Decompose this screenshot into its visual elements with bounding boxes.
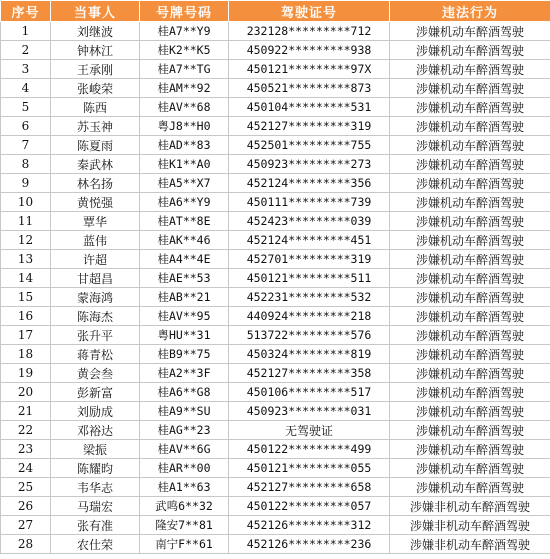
cell-license: 452423*********039 — [229, 212, 390, 231]
cell-party: 彭新富 — [51, 383, 140, 402]
cell-plate: 粤HU**31 — [140, 326, 229, 345]
cell-license: 452127*********358 — [229, 364, 390, 383]
cell-plate: 桂A1**63 — [140, 478, 229, 497]
cell-plate: 桂A6**G8 — [140, 383, 229, 402]
header-row — [1, 1, 550, 22]
header-license: 驾驶证号 — [229, 1, 390, 22]
table-row — [1, 440, 550, 459]
cell-seq: 21 — [1, 402, 51, 421]
table-row — [1, 307, 550, 326]
cell-license: 450521*********873 — [229, 79, 390, 98]
cell-offense: 涉嫌机动车醉酒驾驶 — [390, 212, 550, 231]
cell-plate: 南宁F**61 — [140, 535, 229, 554]
cell-license: 450122*********057 — [229, 497, 390, 516]
cell-party: 黄会叁 — [51, 364, 140, 383]
cell-offense: 涉嫌非机动车醉酒驾驶 — [390, 497, 550, 516]
cell-license: 450923*********273 — [229, 155, 390, 174]
cell-plate: 桂AK**46 — [140, 231, 229, 250]
cell-plate: 桂A7**Y9 — [140, 22, 229, 41]
cell-offense: 涉嫌机动车醉酒驾驶 — [390, 60, 550, 79]
cell-party: 张峻荣 — [51, 79, 140, 98]
cell-seq: 25 — [1, 478, 51, 497]
cell-plate: 桂A2**3F — [140, 364, 229, 383]
cell-seq: 18 — [1, 345, 51, 364]
cell-plate: 桂AM**92 — [140, 79, 229, 98]
cell-license: 452231*********532 — [229, 288, 390, 307]
cell-seq: 24 — [1, 459, 51, 478]
cell-seq: 5 — [1, 98, 51, 117]
cell-party: 王承刚 — [51, 60, 140, 79]
cell-party: 蒋青松 — [51, 345, 140, 364]
cell-seq: 13 — [1, 250, 51, 269]
cell-party: 许超 — [51, 250, 140, 269]
table-row — [1, 345, 550, 364]
cell-license: 440924*********218 — [229, 307, 390, 326]
cell-party: 钟林江 — [51, 41, 140, 60]
cell-seq: 9 — [1, 174, 51, 193]
table-row — [1, 478, 550, 497]
cell-party: 张有准 — [51, 516, 140, 535]
cell-party: 黄悦强 — [51, 193, 140, 212]
cell-plate: 桂AB**21 — [140, 288, 229, 307]
table-row — [1, 79, 550, 98]
cell-seq: 16 — [1, 307, 51, 326]
cell-seq: 14 — [1, 269, 51, 288]
cell-license: 452127*********319 — [229, 117, 390, 136]
table-row — [1, 421, 550, 440]
cell-plate: 桂AD**83 — [140, 136, 229, 155]
cell-offense: 涉嫌机动车醉酒驾驶 — [390, 22, 550, 41]
cell-seq: 4 — [1, 79, 51, 98]
cell-offense: 涉嫌机动车醉酒驾驶 — [390, 383, 550, 402]
cell-plate: 桂A9**SU — [140, 402, 229, 421]
cell-license: 450923*********031 — [229, 402, 390, 421]
cell-party: 陈海杰 — [51, 307, 140, 326]
cell-seq: 2 — [1, 41, 51, 60]
table-header — [1, 1, 550, 22]
cell-license: 452501*********755 — [229, 136, 390, 155]
cell-party: 邓裕达 — [51, 421, 140, 440]
table-row — [1, 117, 550, 136]
header-party: 当事人 — [51, 1, 140, 22]
cell-offense: 涉嫌非机动车醉酒驾驶 — [390, 516, 550, 535]
cell-seq: 11 — [1, 212, 51, 231]
cell-offense: 涉嫌机动车醉酒驾驶 — [390, 117, 550, 136]
cell-seq: 19 — [1, 364, 51, 383]
cell-plate: 桂A7**TG — [140, 60, 229, 79]
cell-offense: 涉嫌机动车醉酒驾驶 — [390, 288, 550, 307]
cell-party: 刘励成 — [51, 402, 140, 421]
header-seq: 序号 — [1, 1, 51, 22]
header-plate: 号牌号码 — [140, 1, 229, 22]
cell-license: 452124*********451 — [229, 231, 390, 250]
cell-offense: 涉嫌机动车醉酒驾驶 — [390, 155, 550, 174]
cell-license: 513722*********576 — [229, 326, 390, 345]
cell-party: 梁振 — [51, 440, 140, 459]
cell-seq: 23 — [1, 440, 51, 459]
cell-plate: 桂AT**8E — [140, 212, 229, 231]
cell-seq: 1 — [1, 22, 51, 41]
table-body — [1, 22, 550, 554]
cell-license: 450121*********055 — [229, 459, 390, 478]
cell-plate: 武鸣6**32 — [140, 497, 229, 516]
table-row — [1, 41, 550, 60]
table-row — [1, 174, 550, 193]
table-row — [1, 364, 550, 383]
table-row — [1, 516, 550, 535]
cell-offense: 涉嫌机动车醉酒驾驶 — [390, 345, 550, 364]
cell-license: 450106*********517 — [229, 383, 390, 402]
cell-offense: 涉嫌机动车醉酒驾驶 — [390, 250, 550, 269]
table-row — [1, 155, 550, 174]
cell-seq: 22 — [1, 421, 51, 440]
cell-plate: 桂A4**4E — [140, 250, 229, 269]
cell-offense: 涉嫌机动车醉酒驾驶 — [390, 269, 550, 288]
cell-seq: 8 — [1, 155, 51, 174]
cell-plate: 桂A5**X7 — [140, 174, 229, 193]
cell-party: 秦武林 — [51, 155, 140, 174]
cell-party: 苏玉神 — [51, 117, 140, 136]
cell-offense: 涉嫌机动车醉酒驾驶 — [390, 478, 550, 497]
cell-plate: 桂AV**95 — [140, 307, 229, 326]
table-row — [1, 459, 550, 478]
cell-license: 450122*********499 — [229, 440, 390, 459]
cell-offense: 涉嫌机动车醉酒驾驶 — [390, 326, 550, 345]
cell-offense: 涉嫌机动车醉酒驾驶 — [390, 174, 550, 193]
cell-offense: 涉嫌机动车醉酒驾驶 — [390, 459, 550, 478]
cell-seq: 20 — [1, 383, 51, 402]
cell-seq: 27 — [1, 516, 51, 535]
cell-party: 马瑞宏 — [51, 497, 140, 516]
cell-offense: 涉嫌机动车醉酒驾驶 — [390, 440, 550, 459]
table-row — [1, 60, 550, 79]
table-row — [1, 98, 550, 117]
cell-plate: 桂K1**A0 — [140, 155, 229, 174]
cell-plate: 桂A6**Y9 — [140, 193, 229, 212]
cell-party: 蒙海鸿 — [51, 288, 140, 307]
cell-license: 452127*********658 — [229, 478, 390, 497]
cell-party: 陈西 — [51, 98, 140, 117]
table-row — [1, 326, 550, 345]
cell-seq: 10 — [1, 193, 51, 212]
table-row — [1, 212, 550, 231]
cell-seq: 26 — [1, 497, 51, 516]
cell-party: 农仕荣 — [51, 535, 140, 554]
cell-license: 450121*********97X — [229, 60, 390, 79]
cell-party: 林名扬 — [51, 174, 140, 193]
cell-license: 452126*********312 — [229, 516, 390, 535]
cell-license: 450922*********938 — [229, 41, 390, 60]
cell-license: 452126*********236 — [229, 535, 390, 554]
table-row — [1, 497, 550, 516]
table-row — [1, 288, 550, 307]
table-row — [1, 535, 550, 554]
cell-license: 450104*********531 — [229, 98, 390, 117]
cell-offense: 涉嫌非机动车醉酒驾驶 — [390, 535, 550, 554]
cell-license: 452124*********356 — [229, 174, 390, 193]
cell-party: 蓝伟 — [51, 231, 140, 250]
cell-plate: 桂AE**53 — [140, 269, 229, 288]
cell-offense: 涉嫌机动车醉酒驾驶 — [390, 193, 550, 212]
cell-offense: 涉嫌机动车醉酒驾驶 — [390, 41, 550, 60]
cell-plate: 桂AG**23 — [140, 421, 229, 440]
cell-offense: 涉嫌机动车醉酒驾驶 — [390, 231, 550, 250]
cell-license: 450111*********739 — [229, 193, 390, 212]
cell-plate: 隆安7**81 — [140, 516, 229, 535]
cell-seq: 12 — [1, 231, 51, 250]
cell-seq: 6 — [1, 117, 51, 136]
cell-seq: 7 — [1, 136, 51, 155]
cell-offense: 涉嫌机动车醉酒驾驶 — [390, 79, 550, 98]
cell-party: 张升平 — [51, 326, 140, 345]
cell-license: 450324*********819 — [229, 345, 390, 364]
cell-offense: 涉嫌机动车醉酒驾驶 — [390, 421, 550, 440]
cell-license: 232128*********712 — [229, 22, 390, 41]
table-row — [1, 402, 550, 421]
cell-license: 450121*********511 — [229, 269, 390, 288]
cell-plate: 桂AV**6G — [140, 440, 229, 459]
cell-party: 陈耀昀 — [51, 459, 140, 478]
cell-party: 陈夏雨 — [51, 136, 140, 155]
cell-plate: 桂AV**68 — [140, 98, 229, 117]
cell-plate: 桂AR**00 — [140, 459, 229, 478]
table-row — [1, 193, 550, 212]
cell-plate: 粤J8**H0 — [140, 117, 229, 136]
table-row — [1, 136, 550, 155]
cell-party: 韦华志 — [51, 478, 140, 497]
cell-plate: 桂K2**K5 — [140, 41, 229, 60]
cell-party: 甘超昌 — [51, 269, 140, 288]
cell-offense: 涉嫌机动车醉酒驾驶 — [390, 307, 550, 326]
cell-party: 刘继波 — [51, 22, 140, 41]
cell-license: 452701*********319 — [229, 250, 390, 269]
header-offense: 违法行为 — [390, 1, 550, 22]
table-row — [1, 383, 550, 402]
table-row — [1, 250, 550, 269]
cell-seq: 28 — [1, 535, 51, 554]
cell-offense: 涉嫌机动车醉酒驾驶 — [390, 402, 550, 421]
cell-offense: 涉嫌机动车醉酒驾驶 — [390, 364, 550, 383]
cell-seq: 15 — [1, 288, 51, 307]
cell-seq: 17 — [1, 326, 51, 345]
cell-license: 无驾驶证 — [229, 421, 390, 440]
table-row — [1, 269, 550, 288]
cell-plate: 桂B9**75 — [140, 345, 229, 364]
cell-offense: 涉嫌机动车醉酒驾驶 — [390, 98, 550, 117]
cell-offense: 涉嫌机动车醉酒驾驶 — [390, 136, 550, 155]
cell-seq: 3 — [1, 60, 51, 79]
table-row — [1, 22, 550, 41]
cell-party: 覃华 — [51, 212, 140, 231]
table-row — [1, 231, 550, 250]
